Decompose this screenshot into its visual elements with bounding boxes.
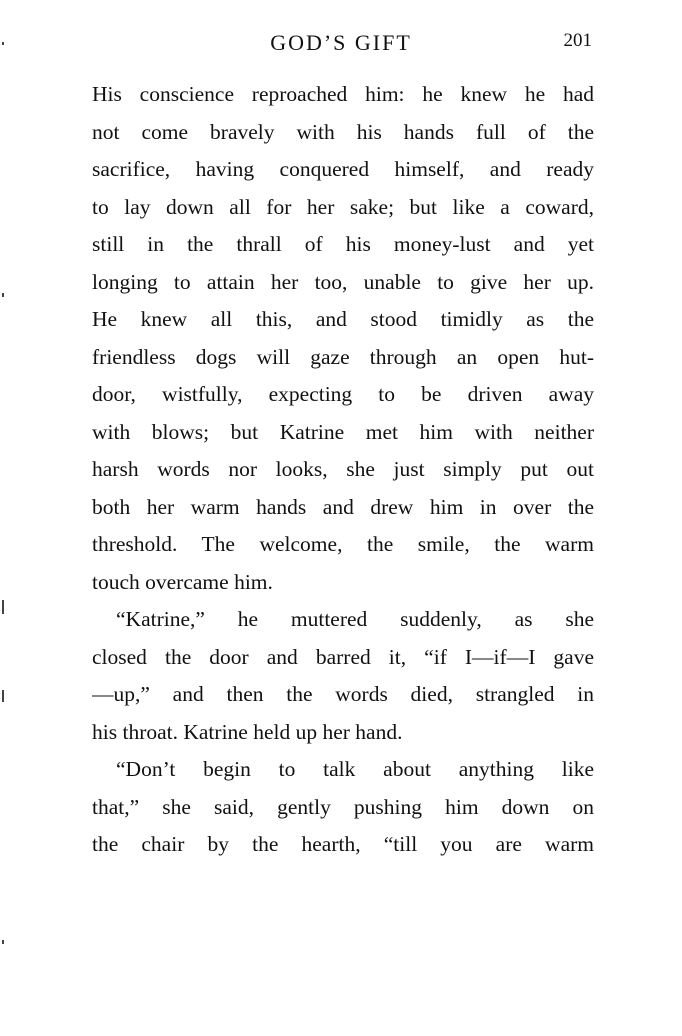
- chapter-title: GOD’S GIFT: [270, 30, 412, 55]
- text-line: door, wistfully, expecting to be driven away: [92, 382, 594, 406]
- text-line: to lay down all for her sake; but like a coward,: [92, 194, 594, 219]
- text-line: the chair by the hearth, “till you are warm: [92, 832, 594, 856]
- text-line: that,” she said, gently pushing him down on: [92, 794, 594, 819]
- text-line: still in the thrall of his money-lust and yet: [92, 232, 594, 256]
- text-line: longing to attain her too, unable to give her up.: [92, 269, 594, 294]
- scan-margin-mark: [2, 940, 4, 944]
- running-head: [90, 30, 592, 62]
- text-line: sacrifice, having conquered himself, and ready: [92, 157, 594, 181]
- page-number: 201: [563, 30, 592, 51]
- text-line: harsh words nor looks, she just simply put out: [92, 457, 594, 481]
- text-line: closed the door and barred it, “if I—if—I gave: [92, 644, 594, 669]
- text-line: touch overcame him.: [92, 569, 273, 594]
- text-line: his throat. Katrine held up her hand.: [92, 719, 403, 744]
- text-line: “Katrine,” he muttered suddenly, as she: [116, 607, 594, 631]
- text-line: friendless dogs will gaze through an open hut-: [92, 344, 594, 369]
- text-line: threshold. The welcome, the smile, the warm: [92, 532, 594, 556]
- scan-margin-mark: [2, 600, 4, 614]
- scan-margin-mark: [2, 690, 4, 702]
- body-text: [92, 76, 594, 864]
- text-line: —up,” and then the words died, strangled in: [92, 682, 594, 706]
- scan-margin-mark: [2, 293, 4, 297]
- text-line: not come bravely with his hands full of the: [92, 119, 594, 144]
- text-line: with blows; but Katrine met him with neither: [92, 419, 594, 444]
- text-line: “Don’t begin to talk about anything like: [116, 757, 594, 781]
- text-line: He knew all this, and stood timidly as the: [92, 307, 594, 331]
- text-line: His conscience reproached him: he knew he had: [92, 82, 594, 106]
- text-line: both her warm hands and drew him in over the: [92, 494, 594, 519]
- scan-margin-mark: [2, 42, 4, 45]
